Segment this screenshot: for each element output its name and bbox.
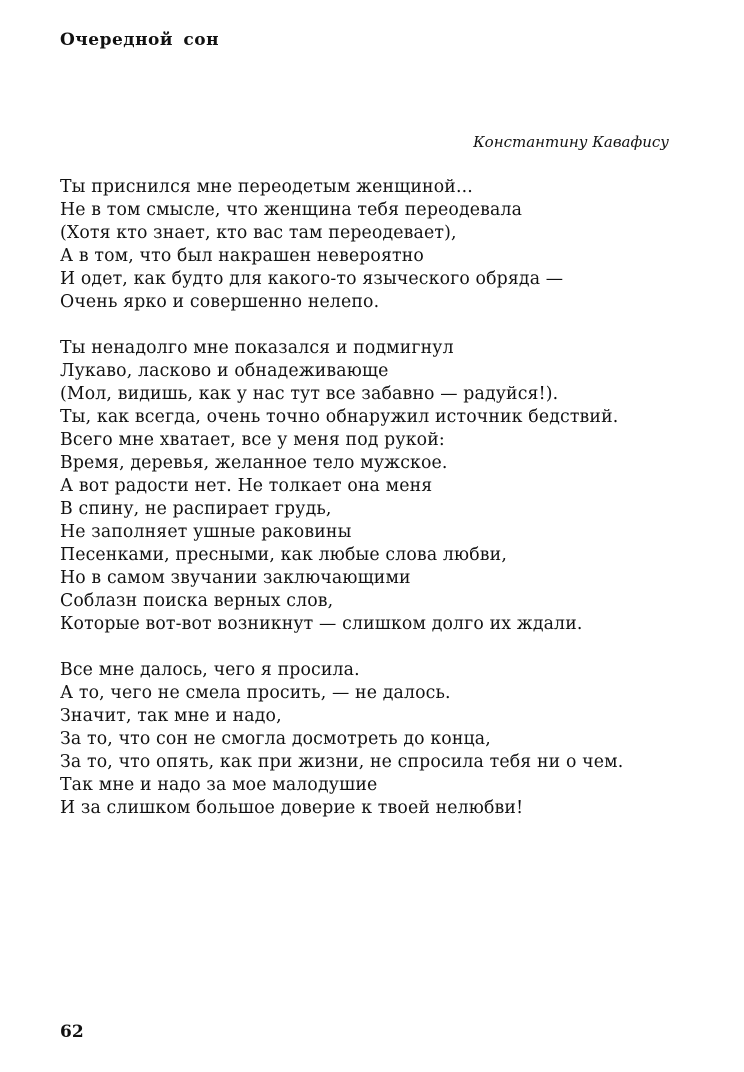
poem-line: (Хотя кто знает, кто вас там переодевает), [60, 223, 457, 243]
poem-line: Время, деревья, желанное тело мужское. [60, 453, 448, 473]
poem-line: Ты, как всегда, очень точно обнаружил источник бедствий. [60, 407, 619, 427]
poem-line: Значит, так мне и надо, [60, 706, 282, 726]
poem-line: И одет, как будто для какого-то языческого обряда — [60, 269, 564, 289]
poem-body [60, 176, 720, 843]
page-number: 62 [60, 1022, 84, 1042]
poem-line: Всего мне хватает, все у меня под рукой: [60, 430, 445, 450]
poem-line: Лукаво, ласково и обнадеживающе [60, 361, 389, 381]
poem-line: За то, что опять, как при жизни, не спросила тебя ни о чем. [60, 752, 624, 772]
poem-line: А то, чего не смела просить, — не далось. [60, 683, 451, 703]
stanza-3 [60, 659, 720, 820]
poem-line: И за слишком большое доверие к твоей нелюбви! [60, 798, 524, 818]
poem-line: Так мне и надо за мое малодушие [60, 775, 378, 795]
stanza-2 [60, 337, 720, 636]
poem-line: Все мне далось, чего я просила. [60, 660, 360, 680]
stanza-1 [60, 176, 720, 314]
poem-dedication: Константину Кавафису [473, 133, 669, 151]
poem-line: А в том, что был накрашен невероятно [60, 246, 424, 266]
poem-line: Которые вот-вот возникнут — слишком долго их ждали. [60, 614, 583, 634]
poem-line: А вот радости нет. Не толкает она меня [60, 476, 433, 496]
poem-line: Ты приснился мне переодетым женщиной... [60, 177, 473, 197]
poem-line: Ты ненадолго мне показался и подмигнул [60, 338, 454, 358]
poem-line: Песенками, пресными, как любые слова любви, [60, 545, 507, 565]
poem-line: (Мол, видишь, как у нас тут все забавно — радуйся!). [60, 384, 559, 404]
poem-line: За то, что сон не смогла досмотреть до конца, [60, 729, 491, 749]
poem-line: Не в том смысле, что женщина тебя переодевала [60, 200, 523, 220]
poem-line: Но в самом звучании заключающими [60, 568, 411, 588]
poem-title: Очередной сон [60, 30, 220, 50]
poem-line: Не заполняет ушные раковины [60, 522, 352, 542]
poem-line: Соблазн поиска верных слов, [60, 591, 334, 611]
poem-line: В спину, не распирает грудь, [60, 499, 332, 519]
poem-line: Очень ярко и совершенно нелепо. [60, 292, 380, 312]
